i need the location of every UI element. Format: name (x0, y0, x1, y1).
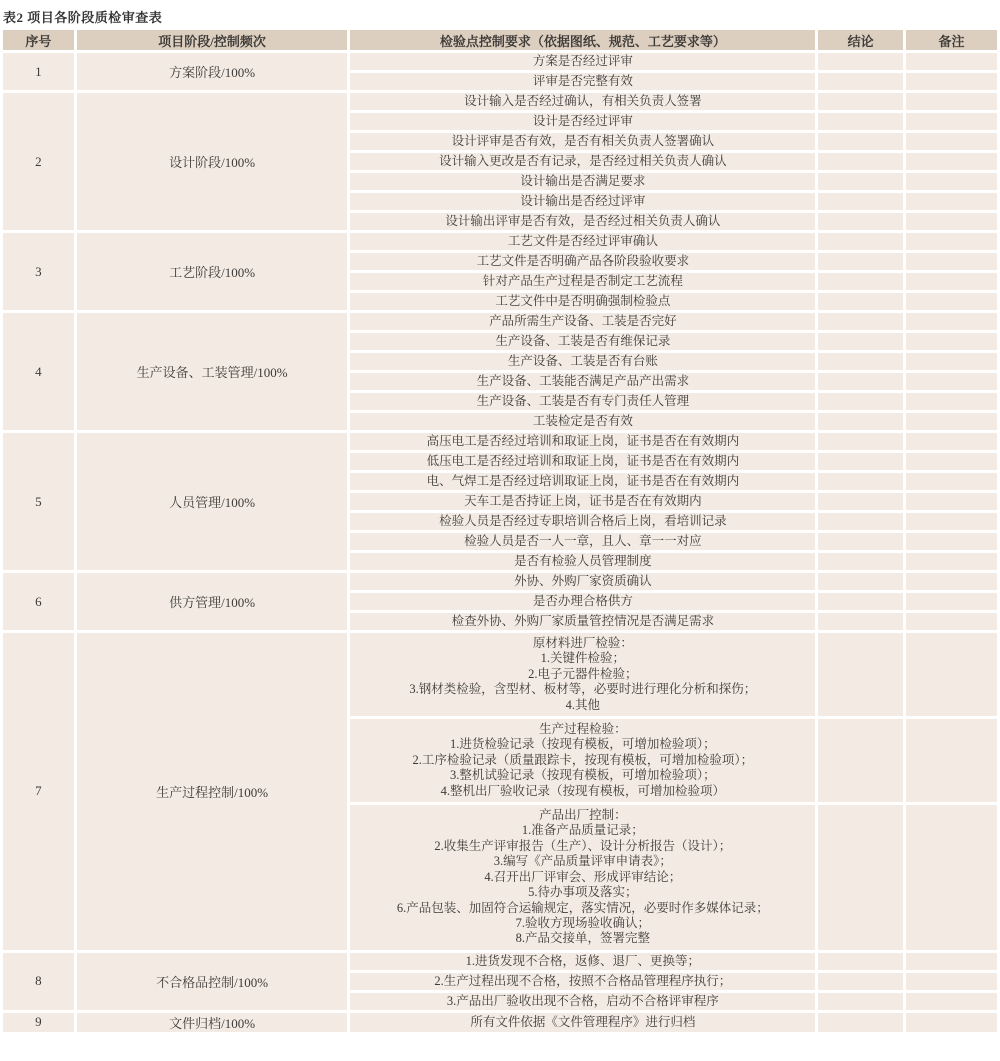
requirement-line: 设计输出是否满足要求 (520, 174, 646, 188)
serial-number-cell: 6 (3, 573, 74, 630)
requirement-line: 工艺文件是否经过评审确认 (507, 234, 658, 248)
remark-cell (906, 1013, 997, 1032)
requirement-line: 设计评审是否有效，是否有相关负责人签署确认 (451, 134, 715, 148)
conclusion-cell (818, 233, 903, 250)
requirement-line: 生产过程检验： (539, 722, 627, 737)
requirement-line: 5.待办事项及落实； (528, 885, 638, 900)
remark-cell (906, 273, 997, 290)
requirement-line: 是否办理合格供方 (532, 594, 633, 608)
requirement-line: 电、气焊工是否经过培训取证上岗，证书是否在有效期内 (426, 474, 740, 488)
remark-cell (906, 73, 997, 90)
requirement-cell (350, 393, 815, 410)
remark-cell (906, 233, 997, 250)
requirement-cell (350, 553, 815, 570)
remark-cell (906, 293, 997, 310)
requirement-line: 评审是否完整有效 (532, 74, 633, 88)
requirement-cell (350, 253, 815, 270)
requirement-line: 设计输出评审是否有效，是否经过相关负责人确认 (445, 214, 721, 228)
conclusion-cell (818, 93, 903, 110)
conclusion-cell (818, 293, 903, 310)
remark-cell (906, 133, 997, 150)
stage-cell: 不合格品控制/100% (77, 953, 348, 1010)
serial-number-cell: 2 (3, 93, 74, 230)
remark-cell (906, 413, 997, 430)
remark-cell (906, 333, 997, 350)
requirement-line: 工装检定是否有效 (532, 414, 633, 428)
qc-review-table (0, 27, 1000, 1035)
requirement-cell (350, 719, 815, 802)
conclusion-cell (818, 53, 903, 70)
conclusion-cell (818, 973, 903, 990)
requirement-line: 6.产品包装、加固符合运输规定，落实情况，必要时作多媒体记录； (396, 900, 769, 915)
conclusion-cell (818, 719, 903, 802)
conclusion-cell (818, 153, 903, 170)
remark-cell (906, 613, 997, 630)
requirement-cell (350, 313, 815, 330)
requirement-line: 原材料进厂检验： (532, 636, 633, 650)
requirement-line: 产品出厂控制： (539, 808, 627, 823)
requirement-line: 生产设备、工装能否满足产品产出需求 (476, 374, 690, 388)
remark-cell (906, 153, 997, 170)
column-header-remark: 备注 (906, 30, 997, 50)
page-title: 表2 项目各阶段质检审查表 (3, 10, 163, 25)
remark-cell (906, 805, 997, 950)
stage-cell: 人员管理/100% (77, 433, 348, 570)
conclusion-cell (818, 413, 903, 430)
requirement-line: 3.编写《产品质量评审申请表》； (493, 854, 672, 869)
column-header-serial: 序号 (3, 30, 74, 50)
requirement-cell (350, 53, 815, 70)
requirement-line: 设计是否经过评审 (532, 114, 633, 128)
conclusion-cell (818, 333, 903, 350)
conclusion-cell (818, 213, 903, 230)
serial-number-cell: 8 (3, 953, 74, 1010)
remark-cell (906, 953, 997, 970)
requirement-cell (350, 293, 815, 310)
requirement-line: 低压电工是否经过培训和取证上岗，证书是否在有效期内 (426, 454, 740, 468)
requirement-cell (350, 353, 815, 370)
requirement-line: 检验人员是否经过专职培训合格后上岗，看培训记录 (439, 514, 727, 528)
requirement-line: 生产设备、工装是否有维保记录 (495, 334, 671, 348)
remark-cell (906, 93, 997, 110)
requirement-cell (350, 193, 815, 210)
requirement-cell (350, 993, 815, 1010)
requirement-cell (350, 113, 815, 130)
serial-number-cell: 1 (3, 53, 74, 90)
remark-cell (906, 393, 997, 410)
requirement-line: 设计输入更改是否有记录，是否经过相关负责人确认 (439, 154, 727, 168)
conclusion-cell (818, 73, 903, 90)
requirement-cell (350, 593, 815, 610)
conclusion-cell (818, 533, 903, 550)
requirement-cell (350, 613, 815, 630)
requirement-line: 产品所需生产设备、工装是否完好 (489, 314, 677, 328)
table-row (3, 93, 997, 110)
remark-cell (906, 473, 997, 490)
serial-number-cell: 4 (3, 313, 74, 430)
requirement-line: 3.产品出厂验收出现不合格，启动不合格评审程序 (446, 993, 719, 1008)
requirement-cell (350, 805, 815, 950)
conclusion-cell (818, 453, 903, 470)
remark-cell (906, 513, 997, 530)
stage-cell: 生产过程控制/100% (77, 633, 348, 950)
stage-cell: 供方管理/100% (77, 573, 348, 630)
remark-cell (906, 253, 997, 270)
requirement-cell (350, 133, 815, 150)
remark-cell (906, 633, 997, 716)
requirement-cell (350, 413, 815, 430)
remark-cell (906, 493, 997, 510)
requirement-line: 7.验收方现场验收确认； (515, 915, 651, 930)
requirement-line: 2.生产过程出现不合格，按照不合格品管理程序执行； (434, 973, 732, 988)
requirement-cell (350, 333, 815, 350)
requirement-line: 生产设备、工装是否有台账 (507, 354, 658, 368)
remark-cell (906, 993, 997, 1010)
requirement-line: 设计输入是否经过确认，有相关负责人签署 (464, 94, 702, 108)
conclusion-cell (818, 193, 903, 210)
serial-number-cell: 9 (3, 1013, 74, 1032)
remark-cell (906, 173, 997, 190)
requirement-line: 所有文件依据《文件管理程序》进行归档 (470, 1014, 696, 1029)
table-row (3, 953, 997, 970)
conclusion-cell (818, 513, 903, 530)
requirement-cell (350, 273, 815, 290)
serial-number-cell: 7 (3, 633, 74, 950)
table-row (3, 313, 997, 330)
stage-cell: 工艺阶段/100% (77, 233, 348, 310)
requirement-cell (350, 433, 815, 450)
requirement-cell (350, 93, 815, 110)
requirement-cell (350, 1013, 815, 1032)
remark-cell (906, 593, 997, 610)
table-row (3, 633, 997, 716)
requirement-line: 1.关键件检验； (540, 651, 626, 666)
requirement-line: 2.收集生产评审报告（生产）、设计分析报告（设计）； (434, 838, 732, 853)
stage-cell: 设计阶段/100% (77, 93, 348, 230)
conclusion-cell (818, 1013, 903, 1032)
conclusion-cell (818, 473, 903, 490)
conclusion-cell (818, 573, 903, 590)
requirement-line: 1.进货发现不合格，返修、退厂、更换等； (465, 953, 701, 968)
header-row (3, 30, 997, 50)
conclusion-cell (818, 253, 903, 270)
remark-cell (906, 433, 997, 450)
conclusion-cell (818, 993, 903, 1010)
conclusion-cell (818, 433, 903, 450)
remark-cell (906, 719, 997, 802)
remark-cell (906, 313, 997, 330)
remark-cell (906, 573, 997, 590)
requirement-cell (350, 473, 815, 490)
requirement-line: 设计输出是否经过评审 (520, 194, 646, 208)
conclusion-cell (818, 805, 903, 950)
requirement-line: 针对产品生产过程是否制定工艺流程 (482, 274, 683, 288)
remark-cell (906, 353, 997, 370)
conclusion-cell (818, 613, 903, 630)
requirement-line: 外协、外购厂家资质确认 (514, 574, 652, 588)
remark-cell (906, 373, 997, 390)
remark-cell (906, 973, 997, 990)
requirement-cell (350, 513, 815, 530)
requirement-cell (350, 633, 815, 716)
remark-cell (906, 213, 997, 230)
serial-number-cell: 3 (3, 233, 74, 310)
conclusion-cell (818, 353, 903, 370)
conclusion-cell (818, 393, 903, 410)
requirement-line: 方案是否经过评审 (532, 54, 633, 68)
requirement-line: 工艺文件是否明确产品各阶段验收要求 (476, 254, 690, 268)
remark-cell (906, 553, 997, 570)
requirement-line: 8.产品交接单，签署完整 (515, 931, 651, 946)
requirement-cell (350, 373, 815, 390)
conclusion-cell (818, 373, 903, 390)
requirement-line: 生产设备、工装是否有专门责任人管理 (476, 394, 690, 408)
requirement-line: 工艺文件中是否明确强制检验点 (495, 294, 671, 308)
conclusion-cell (818, 173, 903, 190)
table-row (3, 233, 997, 250)
conclusion-cell (818, 313, 903, 330)
requirement-cell (350, 493, 815, 510)
table-row (3, 573, 997, 590)
serial-number-cell: 5 (3, 433, 74, 570)
requirement-cell (350, 453, 815, 470)
conclusion-cell (818, 273, 903, 290)
remark-cell (906, 533, 997, 550)
requirement-line: 高压电工是否经过培训和取证上岗，证书是否在有效期内 (426, 434, 740, 448)
conclusion-cell (818, 553, 903, 570)
requirement-cell (350, 953, 815, 970)
remark-cell (906, 453, 997, 470)
requirement-line: 2.电子元器件检验； (528, 666, 638, 681)
requirement-line: 4.整机出厂验收记录（按现有模板，可增加检验项） (440, 783, 726, 798)
stage-cell: 生产设备、工装管理/100% (77, 313, 348, 430)
table-row (3, 1013, 997, 1032)
requirement-cell (350, 173, 815, 190)
stage-cell: 方案阶段/100% (77, 53, 348, 90)
requirement-line: 3.钢材类检验，含型材、板材等，必要时进行理化分析和探伤； (409, 682, 757, 697)
requirement-line: 检验人员是否一人一章，且人、章一一对应 (464, 534, 702, 548)
requirement-line: 天车工是否持证上岗，证书是否在有效期内 (464, 494, 702, 508)
conclusion-cell (818, 593, 903, 610)
requirement-line: 4.其他 (565, 697, 601, 712)
column-header-requirement: 检验点控制要求（依据图纸、规范、工艺要求等） (350, 30, 815, 50)
requirement-line: 1.进货检验记录（按现有模板，可增加检验项）； (450, 737, 716, 752)
column-header-stage: 项目阶段/控制频次 (77, 30, 348, 50)
requirement-line: 4.召开出厂评审会、形成评审结论； (484, 869, 682, 884)
conclusion-cell (818, 953, 903, 970)
table-row (3, 433, 997, 450)
remark-cell (906, 53, 997, 70)
table-row (3, 53, 997, 70)
conclusion-cell (818, 633, 903, 716)
remark-cell (906, 193, 997, 210)
requirement-cell (350, 573, 815, 590)
requirement-cell (350, 73, 815, 90)
requirement-cell (350, 533, 815, 550)
remark-cell (906, 113, 997, 130)
requirement-line: 2.工序检验记录（质量跟踪卡，按现有模板，可增加检验项）； (412, 752, 754, 767)
stage-cell: 文件归档/100% (77, 1013, 348, 1032)
requirement-cell (350, 233, 815, 250)
conclusion-cell (818, 493, 903, 510)
requirement-line: 检查外协、外购厂家质量管控情况是否满足需求 (451, 614, 715, 628)
requirement-cell (350, 153, 815, 170)
column-header-conclusion: 结论 (818, 30, 903, 50)
requirement-line: 1.准备产品质量记录； (521, 823, 644, 838)
requirement-line: 3.整机试验记录（按现有模板，可增加检验项）； (450, 768, 716, 783)
requirement-cell (350, 213, 815, 230)
conclusion-cell (818, 113, 903, 130)
requirement-cell (350, 973, 815, 990)
requirement-line: 是否有检验人员管理制度 (514, 554, 652, 568)
conclusion-cell (818, 133, 903, 150)
